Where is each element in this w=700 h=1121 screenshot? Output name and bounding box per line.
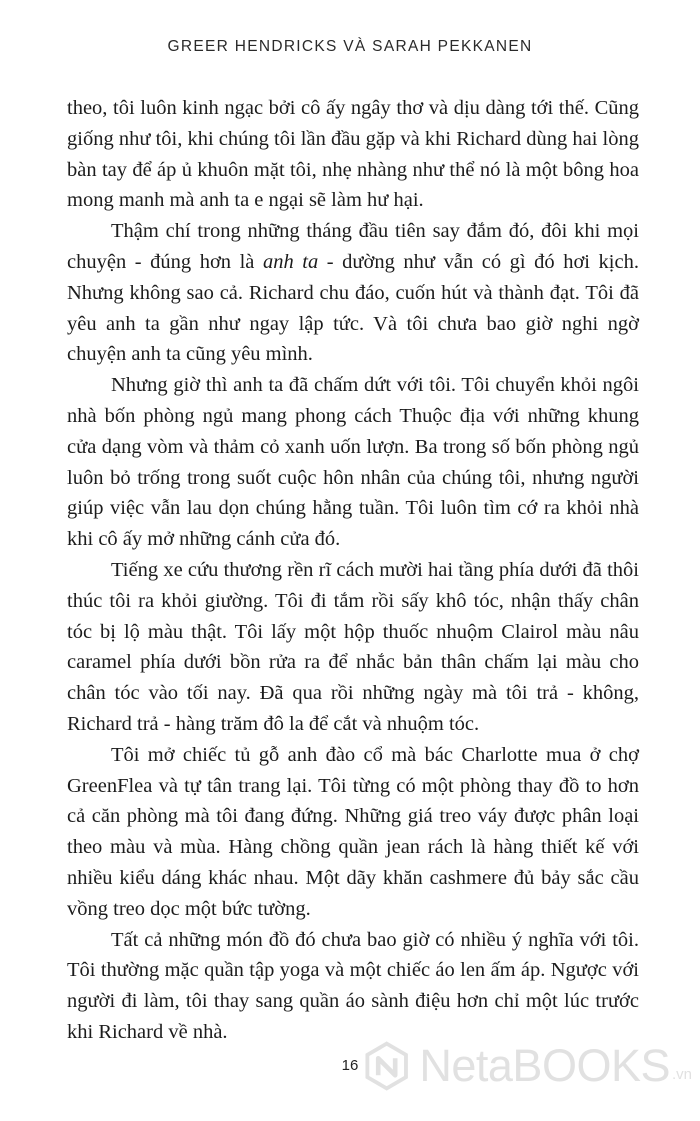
paragraph: theo, tôi luôn kinh ngạc bởi cô ấy ngây thơ và dịu dàng tới thế. Cũng giống như tôi, khi chúng tôi lần đầu gặp và khi Richard dùng hai lòng bàn tay để áp ủ khuôn mặt tôi, nhẹ nhàng như thể nó là một bông hoa mong manh mà anh ta e ngại sẽ làm hư hại. — [67, 97, 639, 212]
body-text — [67, 93, 639, 1048]
watermark-text: NetaBOOKS — [419, 1040, 670, 1091]
paragraph: Nhưng giờ thì anh ta đã chấm dứt với tôi. Tôi chuyển khỏi ngôi nhà bốn phòng ngủ mang phong cách Thuộc địa với những khung cửa dạng vòm và thảm cỏ xanh uốn lượn. Ba trong số bốn phòng ngủ luôn bỏ trống trong suốt cuộc hôn nhân của chúng tôi, nhưng người giúp việc vẫn lau dọn chúng hằng tuần. Tôi luôn tìm cớ ra khỏi nhà khi cô ấy mở những cánh cửa đó. — [67, 374, 639, 551]
paragraph: Tiếng xe cứu thương rền rĩ cách mười hai tầng phía dưới đã thôi thúc tôi ra khỏi giường. Tôi đi tắm rồi sấy khô tóc, nhận thấy chân tóc bị lộ màu thật. Tôi lấy một hộp thuốc nhuộm Clairol màu nâu caramel phía dưới bồn rửa ra để nhắc bản thân chấm lại màu cho chân tóc vào tối nay. Đã qua rồi những ngày mà tôi trả - không, Richard trả - hàng trăm đô la để cắt và nhuộm tóc. — [67, 558, 639, 735]
netabooks-logo-icon — [362, 1035, 411, 1097]
watermark-suffix: .vn — [671, 1065, 692, 1083]
paragraph — [67, 216, 639, 370]
running-header: GREER HENDRICKS VÀ SARAH PEKKANEN — [167, 38, 533, 55]
emphasis-text: anh ta — [262, 250, 319, 273]
paragraph-text: - dường như vẫn có gì đó hơi kịch. Nhưng không sao cả. Richard chu đáo, cuốn hút và thành đạt. Tôi đã yêu anh ta gần như ngay lập tức. Và tôi chưa bao giờ nghi ngờ chuyện anh ta cũng yêu mình. — [67, 250, 639, 366]
watermark — [362, 1026, 692, 1106]
page-number: 16 — [341, 1057, 359, 1074]
paragraph-text: Thậm chí trong những tháng đầu tiên say đắm đó, đôi khi mọi chuyện - đúng hơn là — [67, 220, 639, 273]
paragraph: Tất cả những món đồ đó chưa bao giờ có nhiều ý nghĩa với tôi. Tôi thường mặc quần tập yoga và một chiếc áo len ấm áp. Ngược với người đi làm, tôi thay sang quần áo sành điệu hơn chỉ một lúc trước khi Richard về nhà. — [67, 928, 639, 1043]
paragraph: Tôi mở chiếc tủ gỗ anh đào cổ mà bác Charlotte mua ở chợ GreenFlea và tự tân trang lại. Tôi từng có một phòng thay đồ to hơn cả căn phòng mà tôi đang đứng. Những giá treo váy được phân loại theo màu và mùa. Hàng chồng quần jean rách là hàng thiết kế với nhiều kiểu dáng khác nhau. Một dãy khăn cashmere đủ bảy sắc cầu vồng treo dọc một bức tường. — [67, 743, 639, 920]
